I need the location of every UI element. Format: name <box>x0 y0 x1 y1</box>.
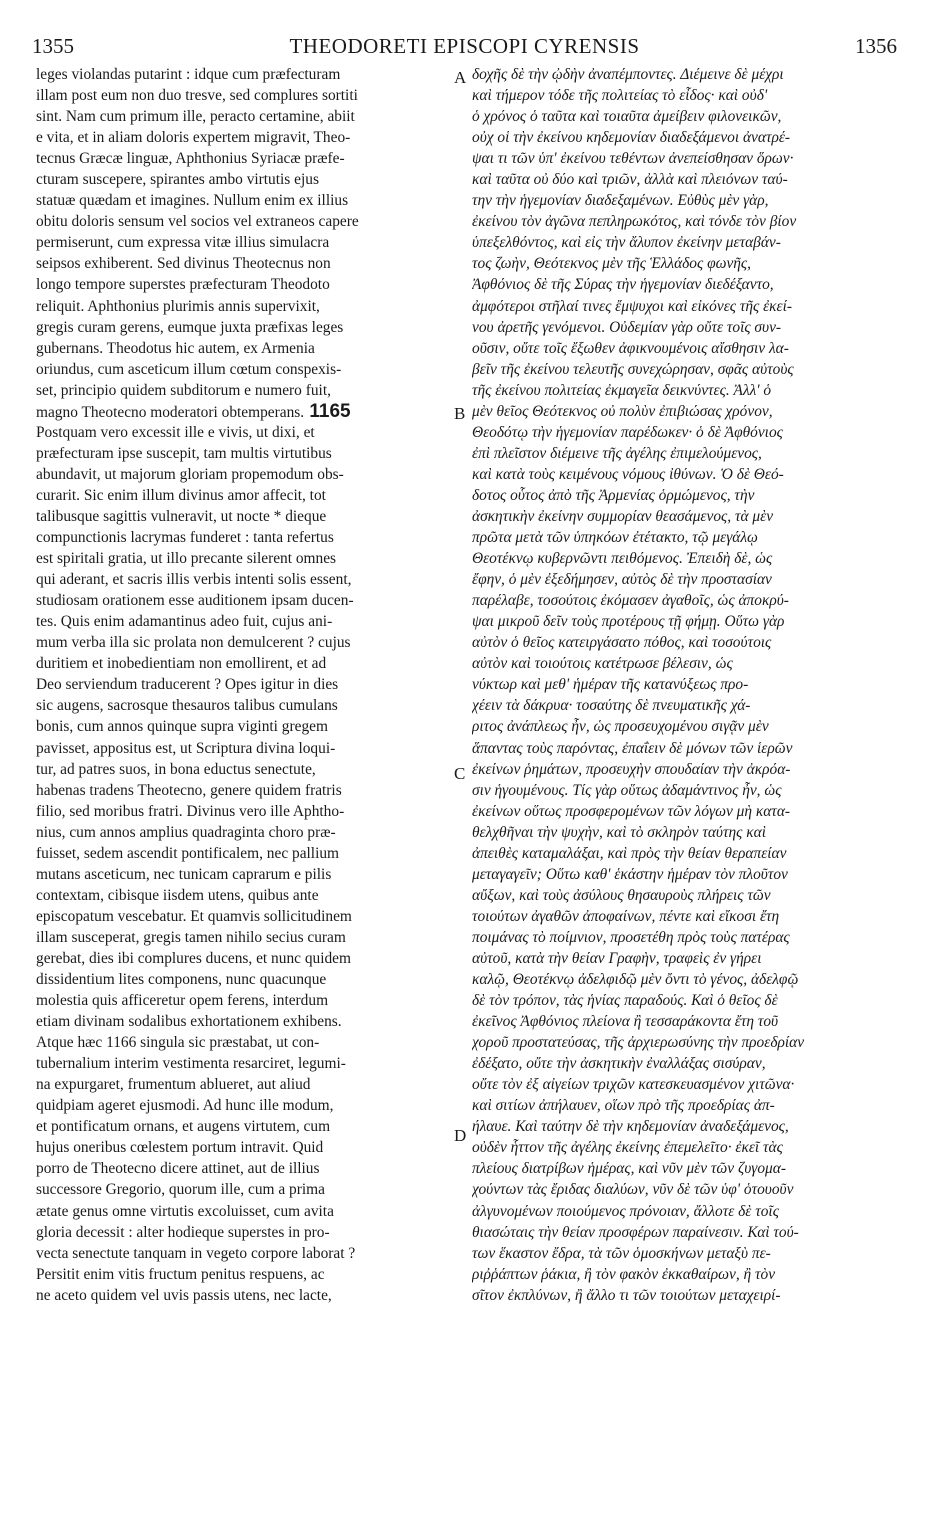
latin-text-line: Postquam vero excessit ille e vivis, ut dixi, et <box>36 423 315 441</box>
page-number-left: 1355 <box>32 34 74 58</box>
greek-text-line: Θεοτέκνῳ κυβερνῶντι πειθόμενος. Ἐπειδὴ δὲ, ὡς <box>472 550 773 568</box>
greek-text-line: αὐτὸν ὁ θεῖος κατειργάσατο πόθος, καὶ τοσούτοις <box>472 634 772 652</box>
greek-text-line: ἀμφότεροι στῆλαί τινες ἔμψυχοι καὶ εἰκόνες τῆς ἐκεί- <box>472 297 793 315</box>
latin-text-line: vecta senectute tanquam in vegeto corpore laborat ? <box>36 1244 356 1262</box>
running-title: THEODORETI EPISCOPI CYRENSIS <box>289 34 640 58</box>
latin-text-line: porro de Theotecno dicere attinet, aut de illius <box>36 1160 320 1178</box>
latin-text-line: na expurgaret, frumentum ablueret, aut aliud <box>36 1076 311 1094</box>
latin-text-line: duritiem et inobedientiam non emollirent, et ad <box>36 655 327 673</box>
greek-text-line: αὐτοῦ, κατὰ τὴν θείαν Γραφὴν, τραφεὶς ἐν γήρει <box>472 949 762 967</box>
latin-text-line: ne aceto quidem vel uvis passis utens, nec lacte, <box>36 1286 332 1304</box>
latin-text-line: e vita, et in aliam doloris expertem migravit, Theo- <box>36 129 351 147</box>
greek-text-line: ἐκεῖνος Ἀφθόνιος πλείονα ἢ τεσσαράκοντα ἔτη τοῦ <box>472 1013 779 1031</box>
latin-text-line: habenas tradens Theotecno, genere quidem fratris <box>36 781 342 799</box>
greek-text-line: ἀσκητικὴν ἐκείνην συμμορίαν θεασάμενος, τὰ μὲν <box>472 507 774 525</box>
greek-text-line: νου ἀρετῆς γενόμενοι. Οὐδεμίαν γὰρ οὔτε τοῖς συν- <box>472 318 782 336</box>
latin-text-line: Atque hæc 1166 singula sic præstabat, ut con- <box>36 1034 320 1052</box>
greek-text-line: μεταγαγεῖν; Οὕτω καθ' ἑκάστην ἡμέραν τὸν πλοῦτον <box>472 865 788 883</box>
latin-text-line: filio, sed moribus fratri. Divinus vero ille Aphtho- <box>36 802 345 820</box>
latin-text-line: sic augens, sacrosque thesauros talibus cumulans <box>36 697 338 715</box>
greek-text-line: ἀπειθὲς καταμαλάξαι, καὶ πρὸς τὴν θείαν θεραπείαν <box>472 844 787 862</box>
greek-text-line: δοχῆς δὲ τὴν ᾠδὴν ἀναπέμποντες. Διέμεινε δὲ μέχρι <box>472 66 784 83</box>
greek-text-line: σιν ἡγουμένους. Τίς γὰρ οὕτως ἀδαμάντινος ἦν, ὡς <box>472 781 782 799</box>
greek-text-line: καλῷ, Θεοτέκνῳ ἀδελφιδῷ μὲν ὄντι τὸ γένος, ἀδελφῷ <box>472 971 799 989</box>
latin-text-line: hujus oneribus cœlestem portum intravit. Quid <box>36 1139 324 1157</box>
greek-text-line: μὲν θεῖος Θεότεκνος οὐ πολὺν ἐπιβιώσας χρόνον, <box>472 402 773 420</box>
latin-text-line: et pontificatum ornans, et augens virtutem, cum <box>36 1118 331 1136</box>
latin-text-line: tubernalium interim vestimenta resarciret, legumi- <box>36 1055 346 1073</box>
greek-text-line: ήλαυε. Καὶ ταύτην δὲ τὴν κηδεμονίαν ἀναδεξάμενος, <box>472 1118 789 1136</box>
latin-text-line: curarit. Sic enim illum divinus amor affecit, tot <box>36 486 326 504</box>
greek-text-line: ἐκείνου τὸν ἀγῶνα πεπληρωκότος, καὶ τόνδε τὸν βίον <box>472 213 797 231</box>
latin-text-line: præfecturam ipse suscepit, tam multis virtutibus <box>36 444 332 462</box>
latin-text-line: talibusque sagittis vulneravit, ut nocte * dieque <box>36 507 327 525</box>
latin-text-line: studiosam orationem esse auditionem ipsam ducen- <box>36 592 354 610</box>
greek-text-line: αὐτὸν καὶ τοιούτοις κατέτρωσε βέλεσιν, ὡς <box>472 655 733 673</box>
latin-text-line: compunctionis lacrymas funderet : tanta refertus <box>36 529 334 547</box>
greek-text-line: ψαι τι τῶν ὑπ' ἐκείνου τεθέντων ἀνεπείσθησαν ὅρων· <box>472 150 794 168</box>
greek-text-line: βεῖν τῆς ἐκείνου τελευτῆς συνεχώρησαν, σφᾶς αὐτοὺς <box>472 360 794 378</box>
greek-text-line: ἐκείνων ῥημάτων, προσευχὴν σπουδαίαν τὴν ἀκρόα- <box>472 760 791 778</box>
greek-text-line: οὔτε τὸν ἐξ αἰγείων τριχῶν κατεσκευασμένον χιτῶνα· <box>472 1076 795 1094</box>
latin-text-line: set, principio quidem subditorum e numero fuit, <box>36 381 331 399</box>
greek-text-line: ψαι μικροῦ δεῖν τοὺς προτέρους τῇ φήμῃ. Οὕτω γὰρ <box>472 613 785 631</box>
latin-text-line: successore Gregorio, quorum ille, cum a prima <box>36 1181 325 1199</box>
greek-text-line: την τὴν ἡγεμονίαν διαδεξαμένων. Εὐθὺς μὲν γὰρ, <box>472 192 769 210</box>
latin-text-line: gerebat, dies ibi complures ducens, et nunc quidem <box>36 949 351 967</box>
greek-text-line: σῖτον ἐκπλύνων, ἢ ἄλλο τι τῶν τοιούτων μεταχειρί- <box>472 1286 781 1304</box>
greek-text-line: οὐχ οἱ τὴν ἐκείνου κηδεμονίαν διαδεξάμενοι ἀνατρέ- <box>472 129 791 147</box>
greek-text-line: ἔφην, ὁ μὲν ἐξεδήμησεν, αὐτὸς δὲ τὴν προστασίαν <box>472 571 772 589</box>
latin-text-line: magno Theotecno moderatori obtemperans. 1165 <box>36 400 351 422</box>
greek-text-line: ὑπεξελθόντος, καὶ εἰς τὴν ἄλυπον ἐκείνην μεταβάν- <box>472 234 781 252</box>
latin-text-line: tur, ad patres suos, in bona eductus senectute, <box>36 760 316 778</box>
latin-text-line: gloria decessit : alter hodieque superstes in pro- <box>36 1223 330 1241</box>
greek-text-line: ἅπαντας τοὺς παρόντας, ἐπαΐειν δὲ μόνων τῶν ἱερῶν <box>472 739 793 757</box>
latin-text-line: contextam, cibisque iisdem utens, quibus ante <box>36 886 319 904</box>
latin-text-line: est spiritali gratia, ut illo precante silerent omnes <box>36 550 337 568</box>
latin-text-line: molestia quis afficeretur opem ferens, interdum <box>36 992 329 1010</box>
latin-text-line: reliquit. Aphthonius plurimis annis supervixit, <box>36 297 320 315</box>
greek-text-line: Θεοδότῳ τὴν ἡγεμονίαν παρέδωκεν· ὁ δὲ Ἀφθόνιος <box>472 423 783 441</box>
greek-text-line: τοιούτων ἀγαθῶν ἀποφαίνων, πέντε καὶ εἴκοσι ἔτη <box>472 907 780 925</box>
latin-text-line: mum verba illa sic prolata non demulcerent ? cujus <box>36 634 351 652</box>
latin-text-line: episcopatum vescebatur. Et quamvis sollicitudinem <box>36 907 352 925</box>
greek-text-line: θελχθῆναι τὴν ψυχὴν, καὶ τὸ σκληρὸν ταύτης καὶ <box>472 823 766 841</box>
greek-text-line: ποιμάνας τὸ ποίμνιον, προσετέθη πρὸς τοὺς πατέρας <box>472 928 790 946</box>
greek-text-line: καὶ κατὰ τοὺς κειμένους νόμους ἰθύνων. Ὁ δὲ Θεό- <box>472 465 784 483</box>
latin-text-line: dissidentium lites componens, nunc quacunque <box>36 971 327 989</box>
latin-text-line: illam susceperat, gregis tamen nihilo secius curam <box>36 928 346 946</box>
latin-text-line: seipsos exhiberent. Sed divinus Theotecnus non <box>36 255 331 273</box>
section-marker-d: D <box>454 1126 467 1145</box>
greek-text-line: αὔξων, καὶ τοὺς ἀσύλους θησαυροὺς πλήρεις τῶν <box>472 886 771 904</box>
greek-text-line: οῦσιν, οὔτε τοῖς ἔξωθεν ἀφικνουμένοις αἴσθησιν λα- <box>472 339 789 357</box>
latin-text-line: pavisset, appositus est, ut Scriptura divina loqui- <box>36 739 336 757</box>
page-header <box>32 30 897 60</box>
page-marker-1165: 1165 <box>304 400 351 422</box>
section-marker-c: C <box>454 764 466 783</box>
greek-text-line: ἐδέξατο, οὔτε τὴν ἀσκητικὴν ἐναλλάξας σισύραν, <box>472 1055 766 1073</box>
greek-text-line: των ἕκαστον ἔδρα, τὰ τῶν ὁμοσκήνων μεταξὺ πε- <box>472 1244 771 1262</box>
latin-text-line: Persitit enim vitis fructum penitus respuens, ac <box>36 1265 325 1283</box>
latin-text-line: gubernans. Theodotus hic autem, ex Armenia <box>36 339 315 357</box>
latin-text-line: ætate genus omne virtutis excoluisset, cum avita <box>36 1202 334 1220</box>
greek-text-line: καὶ ταῦτα οὐ δύο καὶ τριῶν, ἀλλὰ καὶ πλειόνων ταύ- <box>472 171 788 189</box>
latin-text-line: cturam suscepere, spirantes ambo virtutis ejus <box>36 171 319 189</box>
latin-text-line: oriundus, cum asceticum illum cœtum conspexis- <box>36 360 342 378</box>
greek-text-line: καὶ τήμερον τόδε τῆς πολιτείας τὸ εἶδος· καὶ οὐδ' <box>472 87 768 105</box>
greek-text-line: ριῤῥάπτων ῥάκια, ἢ τὸν φακὸν ἐκκαθαίρων, ἢ τὸν <box>472 1265 776 1283</box>
greek-text-line: δοτος οὗτος ἀπὸ τῆς Ἀρμενίας ὁρμώμενος, τὴν <box>472 486 755 504</box>
greek-text-line: καὶ σιτίων ἀπήλαυεν, οἵων πρὸ τῆς προεδρίας ἀπ- <box>472 1097 775 1115</box>
greek-text-line: θιασώταις τὴν θείαν προσφέρων παραίνεσιν. Καὶ τού- <box>472 1223 799 1241</box>
latin-text-line: etiam divinam sodalibus exhortationem exhibens. <box>36 1013 342 1031</box>
greek-text-line: πλείους διατρίβων ἡμέρας, καὶ νῦν μὲν τῶν ζυγομα- <box>472 1160 786 1178</box>
greek-column <box>472 64 892 1306</box>
latin-text-line: sint. Nam cum primum ille, peracto certamine, abiit <box>36 108 355 126</box>
page-number-right: 1356 <box>855 34 897 58</box>
greek-text-line: τῆς ἐκείνου πολιτείας ἐκμαγεῖα δεικνύντες. Ἀλλ' ὁ <box>472 381 772 399</box>
greek-text-line: χούντων τὰς ἔριδας διαλύων, νῦν δὲ τῶν ὑφ' ὁτουοῦν <box>472 1181 794 1199</box>
greek-text-line: οὐδὲν ἧττον τῆς ἀγέλης ἐκείνης ἐπεμελεῖτο· ἐκεῖ τὰς <box>472 1139 783 1157</box>
greek-text-line: χοροῦ προστατεύσας, τῆς ἀρχιερωσύνης τὴν προεδρίαν <box>472 1034 805 1052</box>
greek-text-line: ἐπὶ πλεῖστον διέμεινε τῆς ἀγέλης ἐπιμελούμενος, <box>472 444 762 462</box>
greek-text-line: Ἀφθόνιος δὲ τῆς Σύρας τὴν ἡγεμονίαν διεδέξαντο, <box>472 276 774 294</box>
latin-text-line: illam post eum non duo tresve, sed complures sortiti <box>36 87 358 105</box>
latin-text-line: mutans asceticum, nec tunicam caprarum e pilis <box>36 865 332 883</box>
latin-text-line: tecnus Græcæ linguæ, Aphthonius Syriacæ præfe- <box>36 150 345 168</box>
latin-text-line: fuisset, sedem ascendit pontificalem, nec pallium <box>36 844 340 862</box>
greek-text-line: ριτος ἀνάπλεως ἦν, ὡς προσευχομένου σιγᾷν μὲν <box>472 718 769 736</box>
section-marker-b: B <box>454 404 466 423</box>
latin-text-line: Deo serviendum traducerent ? Opes igitur in dies <box>36 676 339 694</box>
greek-text-line: ἀλγυνομένων ποιούμενος πρόνοιαν, ἄλλοτε δὲ τοῖς <box>472 1202 779 1220</box>
latin-text-line: quidpiam ageret ejusmodi. Ad hunc ille modum, <box>36 1097 334 1115</box>
greek-text-line: χέειν τὰ δάκρυα· τοσαύτης δὲ πνευματικῆς χά- <box>472 697 751 715</box>
latin-column <box>36 64 448 1306</box>
latin-text-line: permiserunt, cum expressa vitæ illius simulacra <box>36 234 330 252</box>
latin-text-line: nius, cum annos amplius quadraginta choro præ- <box>36 823 336 841</box>
latin-text-line: qui aderant, et sacris illis verbis intenti solis essent, <box>36 571 352 589</box>
latin-text-line: bonis, cum annos quinque supra viginti gregem <box>36 718 328 736</box>
latin-text-line: abundavit, ut majorum gloriam propemodum obs- <box>36 465 344 483</box>
greek-text-line: πρῶτα μετὰ τῶν ὑπηκόων ἐτέτακτο, τῷ μεγάλῳ <box>472 529 758 547</box>
latin-text-line: leges violandas putarint : idque cum præfecturam <box>36 66 341 83</box>
greek-text-line: νύκτωρ καὶ μεθ' ἡμέραν τῆς κατανύξεως προ- <box>472 676 749 694</box>
latin-text-line: statuæ quædam et imagines. Nullum enim ex illius <box>36 192 349 210</box>
section-marker-a: A <box>454 68 467 87</box>
latin-text-line: tes. Quis enim adamantinus adeo fuit, cujus ani- <box>36 613 333 631</box>
greek-text-line: δὲ τὸν τρόπον, τὰς ἡνίας παραδούς. Καὶ ὁ θεῖος δὲ <box>472 992 778 1010</box>
greek-text-line: ὁ χρόνος ὁ ταῦτα καὶ τοιαῦτα ἀμείβειν φιλονεικῶν, <box>472 108 782 126</box>
greek-text-line: παρέλαβε, τοσούτοις ἐκόμασεν ἀγαθοῖς, ὡς ἀποκρύ- <box>472 592 789 610</box>
latin-text-line: obitu doloris sensum vel socios vel extraneos capere <box>36 213 359 231</box>
greek-text-line: τος ζωὴν, Θεότεκνος μὲν τῆς Ἑλλάδος φωνῆς, <box>472 255 752 273</box>
greek-text-line: ἐκείνων οὕτως προσφερομένων τῶν λόγων μὴ κατα- <box>472 802 791 820</box>
latin-text-line: gregis curam gerens, eumque juxta præfixas leges <box>36 318 344 336</box>
latin-text-line: longo tempore superstes præfecturam Theodoto <box>36 276 330 294</box>
